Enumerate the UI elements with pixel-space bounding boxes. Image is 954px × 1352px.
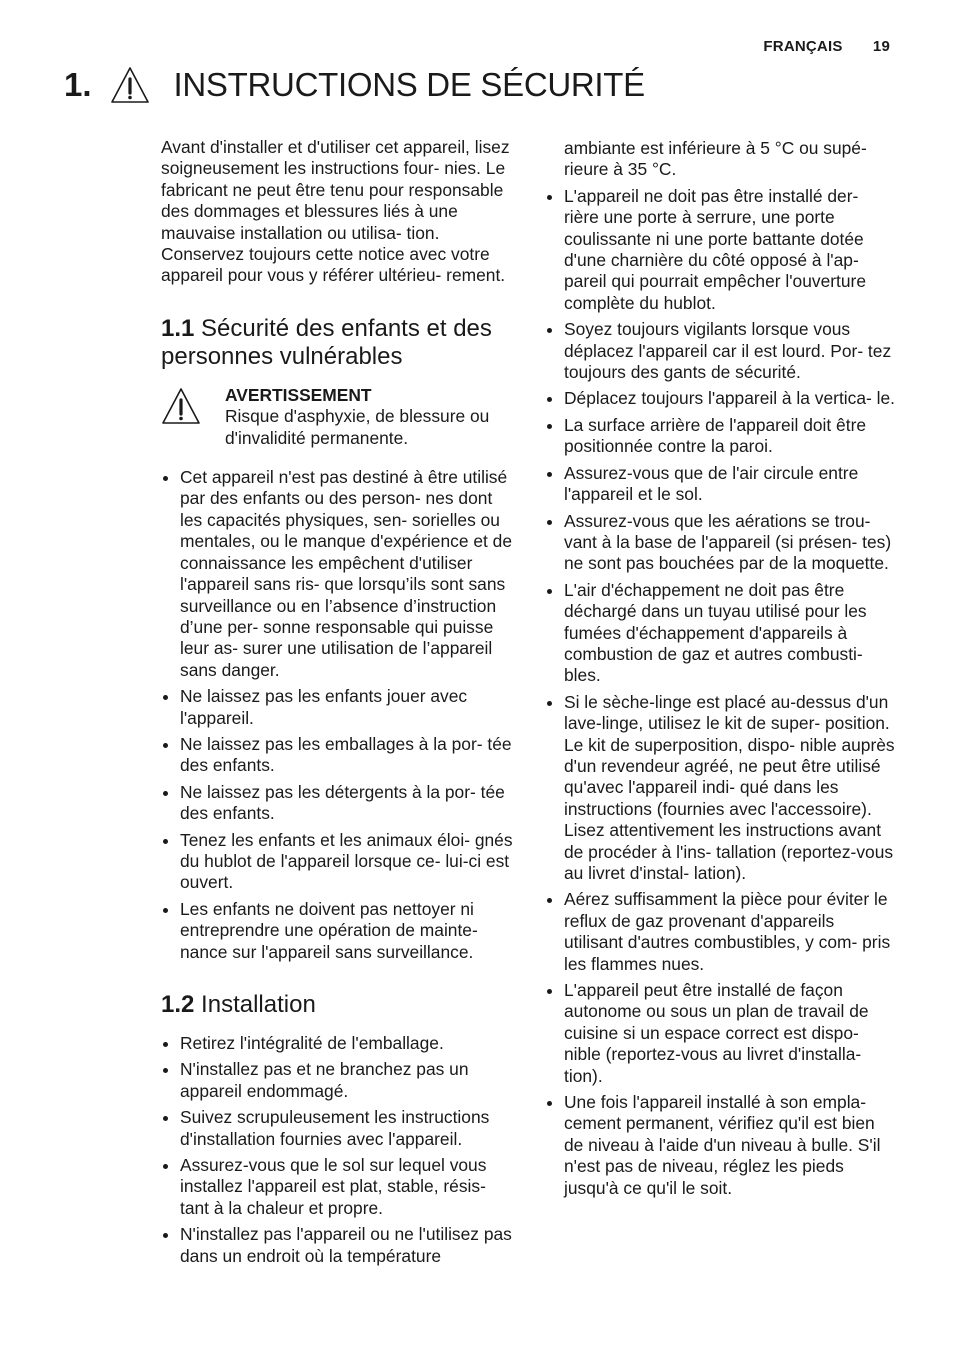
warning-text: Risque d'asphyxie, de blessure ou d'invalidité permanente. xyxy=(225,406,490,448)
warning-title: AVERTISSEMENT xyxy=(225,384,372,405)
list-item: Aérez suffisamment la pièce pour éviter le reflux de gaz provenant d'appareils utilisant d'autres combustibles, y com- pris les flammes nues. xyxy=(545,889,897,975)
list-item: L'appareil peut être installé de façon autonome ou sous un plan de travail de cuisine si un espace correct est dispo- nible (reportez-vous au livret d'installa- tion). xyxy=(545,980,897,1087)
list-item: N'installez pas et ne branchez pas un appareil endommagé. xyxy=(161,1059,513,1102)
installation-list xyxy=(161,1033,513,1267)
list-item: Ne laissez pas les détergents à la por- tée des enfants. xyxy=(161,782,513,825)
list-item: La surface arrière de l'appareil doit être positionnée contre la paroi. xyxy=(545,415,897,458)
list-item: Cet appareil n'est pas destiné à être utilisé par des enfants ou des person- nes dont les capacités physiques, sen- sorielles ou mentales, ou le manque d'expérience et de connaissance les empêchent d'utiliser l'appareil sans ris- que lorsqu’ils sont sans surveillance ou en l’absence d’instruction d’une per- sonne responsable qui puisse leur as- surer une utilisation de l’appareil sans danger. xyxy=(161,467,513,681)
list-item: Retirez l'intégralité de l'emballage. xyxy=(161,1033,513,1054)
section-1-1-heading xyxy=(161,315,513,371)
list-item: L'appareil ne doit pas être installé der- rière une porte à serrure, une porte coulissante ni une porte battante dotée d'une charnière du côté opposé à l'ap- pareil qui pourrait empêcher l'ouverture complète du hublot. xyxy=(545,186,897,314)
page-number: 19 xyxy=(872,38,890,55)
list-item: Ne laissez pas les emballages à la por- tée des enfants. xyxy=(161,734,513,777)
list-item: Soyez toujours vigilants lorsque vous déplacez l'appareil car il est lourd. Por- tez toujours des gants de sécurité. xyxy=(545,319,897,383)
language-label: FRANÇAIS xyxy=(763,38,843,55)
warning-triangle-icon xyxy=(110,66,150,104)
list-item: Ne laissez pas les enfants jouer avec l'appareil. xyxy=(161,686,513,729)
list-item: Assurez-vous que de l'air circule entre l'appareil et le sol. xyxy=(545,463,897,506)
list-item: Tenez les enfants et les animaux éloi- gnés du hublot de l'appareil lorsque ce- lui-ci est ouvert. xyxy=(161,830,513,894)
page-header xyxy=(763,38,890,55)
list-item: L'air d'échappement ne doit pas être déchargé dans un tuyau utilisé pour les fumées d'échappement d'appareils à combustion de gaz et autres combusti- bles. xyxy=(545,580,897,687)
left-column xyxy=(161,136,513,1272)
list-item: Une fois l'appareil installé à son empla- cement permanent, vérifiez qu'il est bien de niveau à l'aide d'un niveau à bulle. S'il n'est pas de niveau, réglez les pieds jusqu'à ce qu'il le soit. xyxy=(545,1092,897,1199)
installation-list-continued xyxy=(545,186,897,1199)
chapter-heading xyxy=(64,66,645,104)
list-item: Déplacez toujours l'appareil à la vertica- le. xyxy=(545,388,897,409)
section-1-2-heading xyxy=(161,991,513,1019)
child-safety-list xyxy=(161,467,513,963)
section-title: Installation xyxy=(201,991,316,1018)
section-title: Sécurité des enfants et des personnes vulnérables xyxy=(161,314,492,370)
warning-box xyxy=(161,385,513,449)
list-item: Assurez-vous que les aérations se trou- vant à la base de l'appareil (si présen- tes) ne sont pas bouchées par de la moquette. xyxy=(545,511,897,575)
intro-paragraph: Avant d'installer et d'utiliser cet appareil, lisez soigneusement les instructions four- nies. Le fabricant ne peut être tenu pour responsable des dommages et blessures liés à une mauvaise installation ou utilisa- tion. Conservez toujours cette notice avec votre appareil pour vous y référer ultérieu- rement. xyxy=(161,137,510,286)
warning-content xyxy=(225,385,513,449)
chapter-number: 1. xyxy=(64,66,92,103)
list-item-continuation: ambiante est inférieure à 5 °C ou supé- rieure à 35 °C. xyxy=(564,138,867,180)
list-item: Suivez scrupuleusement les instructions d'installation fournies avec l'appareil. xyxy=(161,1107,513,1150)
list-item: Si le sèche-linge est placé au-dessus d'un lave-linge, utilisez le kit de super- position. Le kit de superposition, dispo- nible auprès d'un revendeur agréé, ne peut être utilisé qu'avec l'appareil indi- qué dans les instructions (fournies avec l'accessoire). Lisez attentivement les instructions avant de procéder à l'ins- tallation (reportez-vous au livret d'instal- lation). xyxy=(545,692,897,885)
right-column xyxy=(545,136,897,1204)
warning-triangle-icon xyxy=(161,387,201,425)
section-number: 1.2 xyxy=(161,991,195,1018)
list-item: N'installez pas l'appareil ou ne l'utilisez pas dans un endroit où la température xyxy=(161,1224,513,1267)
chapter-title: INSTRUCTIONS DE SÉCURITÉ xyxy=(173,66,645,103)
list-item: Assurez-vous que le sol sur lequel vous installez l'appareil est plat, stable, résis- tant à la chaleur et propre. xyxy=(161,1155,513,1219)
section-number: 1.1 xyxy=(161,314,195,342)
list-item: Les enfants ne doivent pas nettoyer ni entreprendre une opération de mainte- nance sur l'appareil sans surveillance. xyxy=(161,899,513,963)
